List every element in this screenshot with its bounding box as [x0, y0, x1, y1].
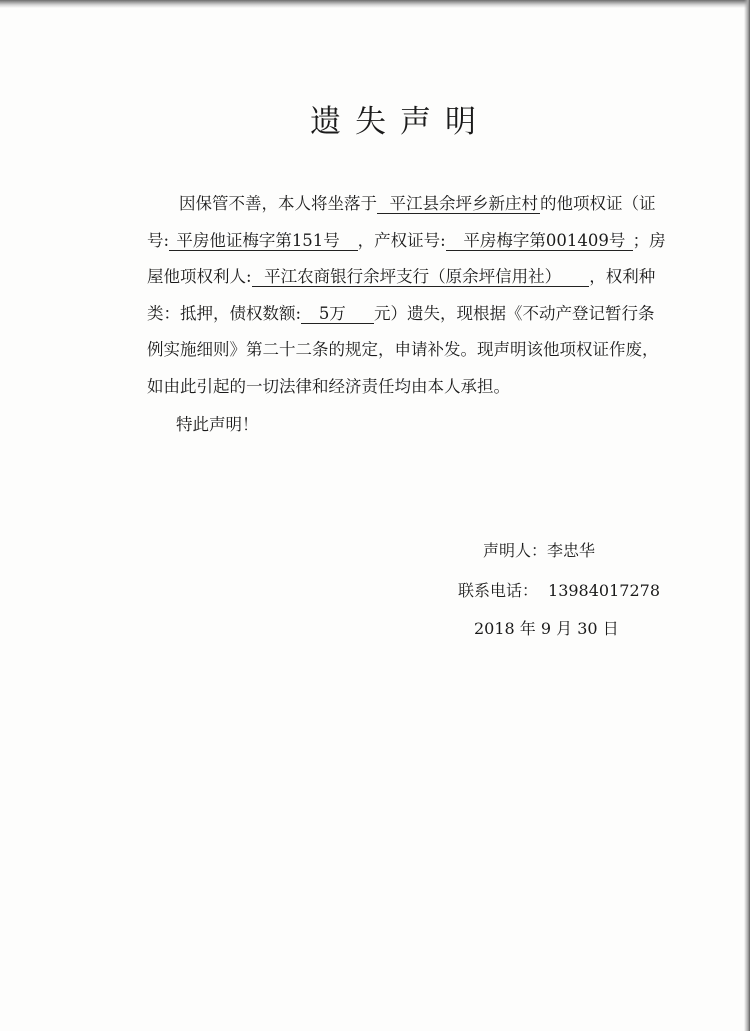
location-field: 平江县余坪乡新庄村 [377, 194, 540, 214]
closing-text: 特此声明！ [176, 415, 259, 434]
scan-edge-right [744, 0, 750, 1031]
phone-number: 13984017278 [548, 581, 660, 600]
seg5-text: 元）遗失，现根据《不动产登记暂行条例实施细则》第二十二条的规定，申请补发。现声明该他项权证作废，如由此引起的一切法律和经济责任均由本人承担。 [147, 303, 659, 396]
declarant-label: 声明人： [483, 541, 548, 560]
amount-field: 5万 [301, 304, 374, 324]
statement-paragraph [147, 186, 667, 405]
phone-line [458, 578, 660, 601]
seg4-text: ，权利种类：抵押，债权数额: [147, 267, 656, 323]
seg2-text: ，产权证号: [357, 230, 446, 250]
declarant-line [483, 538, 595, 561]
document-title: 遗失声明 [310, 104, 490, 140]
declarant-name: 李忠华 [547, 541, 596, 560]
holder-field: 平江农商银行余坪支行（原余坪信用社） [252, 267, 590, 287]
intro-text: 因保管不善，本人将坐落于 [179, 194, 377, 213]
seg1-text: 的他项权证（证号: [147, 194, 656, 250]
scan-edge-top [0, 0, 750, 8]
cert-number-field: 平房他证梅字第151号 [169, 231, 358, 251]
seg3-text: ；房屋他项权利人: [147, 230, 666, 286]
phone-label: 联系电话： [458, 581, 539, 600]
date-line: 2018 年 9 月 30 日 [474, 619, 619, 638]
property-number-field: 平房梅字第001409号 [446, 231, 633, 251]
